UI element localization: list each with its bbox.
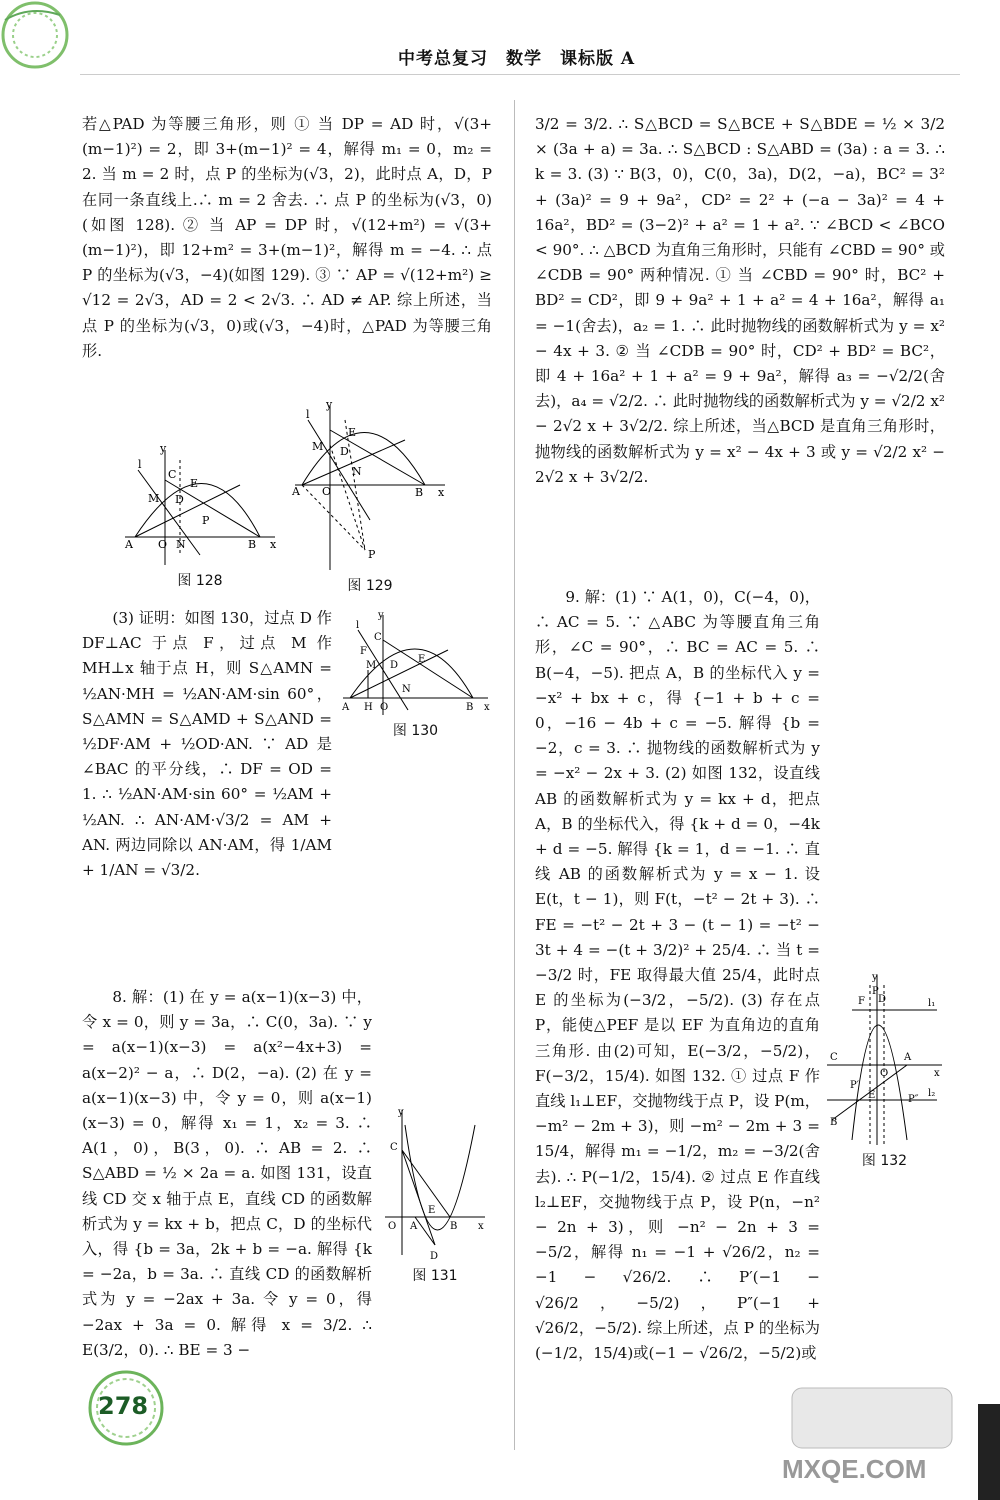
fig129-caption: 图 129 bbox=[347, 578, 393, 594]
fig132-label-p: P bbox=[872, 986, 879, 997]
figure-132 bbox=[822, 970, 947, 1170]
fig129-label-e: E bbox=[348, 426, 357, 439]
fig129-label-b: B bbox=[415, 486, 424, 499]
page-number: 278 bbox=[98, 1392, 149, 1420]
fig130-label-m: M bbox=[366, 660, 377, 671]
fig128-label-a: A bbox=[125, 538, 133, 551]
fig131-caption: 图 131 bbox=[412, 1268, 458, 1284]
fig130-label-b: B bbox=[466, 702, 474, 713]
fig130-label-e: E bbox=[418, 654, 426, 665]
header-rule bbox=[80, 74, 960, 75]
figure-130 bbox=[338, 610, 493, 740]
fig130-label-o: O bbox=[380, 702, 389, 713]
fig131-label-b: B bbox=[450, 1221, 458, 1232]
fig132-label-l1: l₁ bbox=[928, 998, 936, 1009]
fig129-label-m: M bbox=[312, 440, 324, 453]
fig130-label-l: l bbox=[356, 620, 360, 631]
fig131-label-o: O bbox=[388, 1221, 397, 1232]
fig130-label-x: x bbox=[484, 702, 490, 713]
fig130-label-d: D bbox=[390, 660, 399, 671]
page-header bbox=[0, 44, 1000, 74]
fig128-label-x: x bbox=[270, 538, 277, 551]
fig130-caption: 图 130 bbox=[392, 723, 439, 739]
left-column-lower bbox=[82, 606, 332, 889]
fig131-label-x: x bbox=[478, 1221, 484, 1232]
fig128-label-c: C bbox=[168, 468, 177, 481]
fig129-label-a: A bbox=[292, 485, 300, 498]
fig132-label-b: B bbox=[830, 1117, 838, 1128]
right-paragraph-1: 3/2 = 3/2. ∴ S△BCD = S△BCE + S△BDE = ½ × 3/2 × (3a + a) = 3a. ∴ S△BCD : S△ABD = (3a) : a = 3. ∴ k = 3. (3) ∵ B(3，0)，C(0，3a)，D(2，−a)，BC² = 3² + (3a)² = 9 + 9a²，CD² = 2² + (−a − 3a)² = 4 + 16a²，BD² = (3−2)² + a² = 1 + a². ∵ ∠BCD < ∠BCO < 90°. ∴ △BCD 为直角三角形时，只能有 ∠CBD = 90° 或 ∠CDB = 90° 两种情况. ① 当 ∠CBD = 90° 时，BC² + BD² = CD²，即 9 + 9a² + 1 + a² = 4 + 16a²，解得 a₁ = −1(舍去)，a₂ = 1. ∴ 此时抛物线的函数解析式为 y = x² − 4x + 3. ② 当 ∠CDB = 90° 时，CD² + BD² = BC²，即 4 + 16a² + 1 + a² = 9 + 9a²，解得 a₃ = −√2/2(舍去)，a₄ = √2/2. ∴ 此时抛物线的函数解析式为 y = √2/2 x² − 2√2 x + 3√2/2. 综上所述，当△BCD 是直角三角形时，抛物线的函数解析式为 y = x² − 4x + 3 或 y = √2/2 x² − 2√2 x + 3√2/2. bbox=[535, 115, 945, 486]
fig132-label-x: x bbox=[934, 1068, 940, 1079]
fig129-label-l: l bbox=[306, 408, 310, 421]
figure-131 bbox=[380, 1105, 490, 1285]
left-paragraph-3: 8. 解：(1) 在 y = a(x−1)(x−3) 中，令 x = 0，则 y = 3a，∴ C(0，3a). ∵ y = a(x−1)(x−3) = a(x²−4x+3) = a(x−2)² − a，∴ D(2，−a). (2) 在 y = a(x−1)(x−3) 中，令 y = 0，则 a(x−1)(x−3) = 0，解得 x₁ = 1，x₂ = 3. ∴ A(1，0)，B(3，0). ∴ AB = 2. ∴ S△ABD = ½ × 2a = a. 如图 131，设直线 CD 交 x 轴于点 E，直线 CD 的函数解析式为 y = kx + b，把点 C，D 的坐标代入，得 {b = 3a，2k + b = −a. 解得 {k = −2a，b = 3a. ∴ 直线 CD 的函数解析式为 y = −2ax + 3a. 令 y = 0，得 −2ax + 3a = 0. 解得 x = 3/2. ∴ E(3/2，0). ∴ BE = 3 − bbox=[82, 988, 372, 1359]
watermark-logo bbox=[762, 1378, 982, 1488]
fig128-label-d: D bbox=[175, 493, 184, 506]
fig128-label-b: B bbox=[248, 538, 257, 551]
fig130-label-c: C bbox=[374, 632, 382, 643]
fig132-label-o: O bbox=[880, 1068, 889, 1079]
fig128-label-e: E bbox=[190, 477, 199, 490]
left-paragraph-1: 若△PAD 为等腰三角形，则 ① 当 DP = AD 时，√(3+(m−1)²) = 2，即 3+(m−1)² = 4，解得 m₁ = 0，m₂ = 2. 当 m = 2 时，点 P 的坐标为(√3，2)，此时点 A，D，P 在同一条直线上.∴ m = 2 舍去. ∴ 点 P 的坐标为(√3，0)(如图 128). ② 当 AP = DP 时，√(12+m²) = √(3+(m−1)²)，即 12+m² = 3+(m−1)²，解得 m = −4. ∴ 点 P 的坐标为(√3，−4)(如图 129). ③ ∵ AP = √(12+m²) ≥ √12 = 2√3，AD = 2 < 2√3. ∴ AD ≠ AP. 综上所述，当点 P 的坐标为(√3，0)或(√3，−4)时，△PAD 为等腰三角形. bbox=[82, 115, 492, 360]
fig132-label-y: y bbox=[872, 972, 878, 983]
fig129-label-p: P bbox=[368, 548, 376, 561]
fig132-label-e: E bbox=[868, 1090, 876, 1101]
fig128-label-y: y bbox=[160, 442, 167, 455]
fig132-label-d: D bbox=[878, 994, 887, 1005]
fig128-label-l: l bbox=[138, 458, 142, 471]
fig132-label-p-double-prime: P″ bbox=[908, 1094, 919, 1105]
fig130-label-a: A bbox=[342, 702, 350, 713]
fig129-label-d: D bbox=[340, 445, 349, 458]
fig132-label-f: F bbox=[858, 996, 865, 1007]
header-title: 中考总复习 数学 课标版 A bbox=[398, 49, 636, 69]
right-paragraph-2: 9. 解：(1) ∵ A(1，0)，C(−4，0)，∴ AC = 5. ∵ △ABC 为等腰直角三角形，∠C = 90°，∴ BC = AC = 5. ∴ B(−4，−5). 把点 A，B 的坐标代入 y = −x² + bx + c，得 {−1 + b + c = 0，−16 − 4b + c = −5. 解得 {b = −2，c = 3. ∴ 抛物线的函数解析式为 y = −x² − 2x + 3. (2) 如图 132，设直线 AB 的函数解析式为 y = kx + d，把点 A，B 的坐标代入，得 {k + d = 0，−4k + d = −5. 解得 {k = 1，d = −1. ∴ 直线 AB 的函数解析式为 y = x − 1. 设 E(t，t − 1)，则 F(t，−t² − 2t + 3). ∴ FE = −t² − 2t + 3 − (t − 1) = −t² − 3t + 4 = −(t + 3/2)² + 25/4. ∴ 当 t = −3/2 时，FE 取得最大值 25/4，此时点 E 的坐标为(−3/2，−5/2). (3) 存在点 P，能使△PEF 是以 EF 为直角边的直角三角形. 由(2)可知，E(−3/2，−5/2)，F(−3/2，15/4). 如图 132. ① 过点 F 作直线 l₁⊥EF，交抛物线于点 P，设 P(m，−m² − 2m + 3)，则 −m² − 2m + 3 = 15/4，解得 m₁ = −1/2，m₂ = −3/2(舍去). ∴ P(−1/2，15/4). ② 过点 E 作直线 l₂⊥EF，交抛物线于点 P，设 P(n，−n² − 2n + 3)，则 −n² − 2n + 3 = −5/2，解得 n₁ = −1 + √26/2，n₂ = −1 − √26/2. ∴ P′(−1 − √26/2，−5/2)，P″(−1 + √26/2，−5/2). 综上所述，点 P 的坐标为(−1/2，15/4)或(−1 − √26/2，−5/2)或 bbox=[535, 588, 820, 1363]
fig128-label-p: P bbox=[202, 514, 210, 527]
fig131-label-c: C bbox=[390, 1142, 398, 1153]
fig130-label-h: H bbox=[364, 702, 373, 713]
figure-129 bbox=[290, 400, 450, 595]
fig128-label-n: N bbox=[176, 538, 186, 551]
fig132-label-l2: l₂ bbox=[928, 1088, 936, 1099]
fig129-label-x: x bbox=[438, 486, 445, 499]
watermark-text: MXQE.COM bbox=[782, 1454, 927, 1484]
right-column bbox=[535, 112, 945, 496]
fig132-label-a: A bbox=[904, 1052, 912, 1063]
edge-stripe bbox=[978, 1404, 1000, 1500]
fig128-caption: 图 128 bbox=[177, 573, 223, 589]
fig129-label-y: y bbox=[326, 400, 333, 411]
fig132-caption: 图 132 bbox=[861, 1153, 908, 1169]
fig130-label-y: y bbox=[378, 610, 384, 621]
fig131-label-e: E bbox=[428, 1205, 436, 1216]
fig131-label-d: D bbox=[430, 1251, 439, 1262]
fig132-label-p-prime: P′ bbox=[850, 1080, 859, 1091]
fig131-label-a: A bbox=[410, 1221, 418, 1232]
fig132-label-c: C bbox=[830, 1052, 838, 1063]
fig130-label-n: N bbox=[402, 684, 411, 695]
figure-128 bbox=[120, 440, 280, 590]
fig129-label-o: O bbox=[322, 485, 332, 498]
fig128-label-o: O bbox=[158, 538, 168, 551]
fig130-label-f: F bbox=[360, 646, 367, 657]
fig129-label-n: N bbox=[352, 465, 362, 478]
fig131-label-y: y bbox=[398, 1107, 404, 1118]
left-paragraph-2: (3) 证明：如图 130，过点 D 作 DF⊥AC 于点 F，过点 M 作 MH⊥x 轴于点 H，则 S△AMN = ½AN·MH = ½AN·AM·sin 60°，S△AMN = S△AMD + S△AND = ½DF·AM + ½OD·AN. ∵ AD 是 ∠BAC 的平分线，∴ DF = OD = 1. ∴ ½AN·AM·sin 60° = ½AM + ½AN. ∴ AN·AM·√3/2 = AM + AN. 两边同除以 AN·AM，得 1/AM + 1/AN = √3/2. bbox=[82, 609, 332, 880]
fig128-label-m: M bbox=[148, 492, 160, 505]
left-column bbox=[82, 112, 492, 370]
column-divider bbox=[514, 100, 515, 1450]
